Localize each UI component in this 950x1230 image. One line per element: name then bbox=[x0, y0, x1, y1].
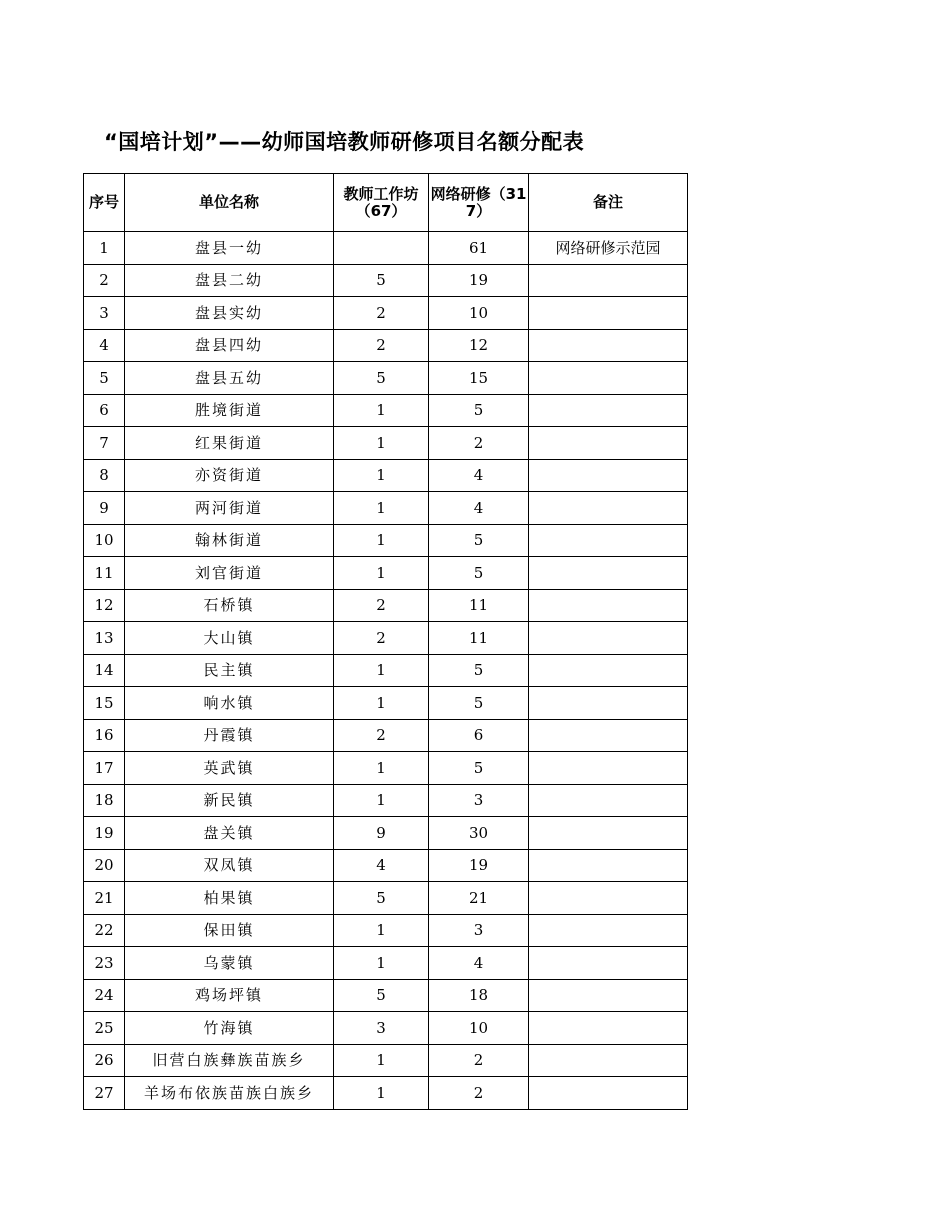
cell-online-quota: 10 bbox=[429, 297, 529, 330]
cell-seq: 23 bbox=[84, 947, 125, 980]
cell-seq: 15 bbox=[84, 687, 125, 720]
cell-online-quota: 10 bbox=[429, 1012, 529, 1045]
table-row bbox=[84, 719, 688, 752]
cell-note bbox=[529, 849, 688, 882]
cell-seq: 2 bbox=[84, 264, 125, 297]
cell-online-quota: 4 bbox=[429, 947, 529, 980]
cell-online-quota: 5 bbox=[429, 752, 529, 785]
cell-note bbox=[529, 557, 688, 590]
table-row bbox=[84, 459, 688, 492]
cell-unit-name: 盘县二幼 bbox=[125, 264, 334, 297]
cell-workshop-quota: 1 bbox=[334, 914, 429, 947]
cell-note bbox=[529, 882, 688, 915]
cell-note bbox=[529, 1012, 688, 1045]
cell-online-quota: 18 bbox=[429, 979, 529, 1012]
table-row bbox=[84, 362, 688, 395]
cell-seq: 24 bbox=[84, 979, 125, 1012]
cell-unit-name: 盘县五幼 bbox=[125, 362, 334, 395]
cell-online-quota: 3 bbox=[429, 914, 529, 947]
cell-workshop-quota: 1 bbox=[334, 492, 429, 525]
cell-online-quota: 61 bbox=[429, 232, 529, 265]
cell-online-quota: 2 bbox=[429, 1077, 529, 1110]
cell-seq: 11 bbox=[84, 557, 125, 590]
cell-seq: 17 bbox=[84, 752, 125, 785]
table-row bbox=[84, 329, 688, 362]
table-row bbox=[84, 1077, 688, 1110]
page-title: “国培计划”——幼师国培教师研修项目名额分配表 bbox=[104, 130, 585, 154]
cell-online-quota: 2 bbox=[429, 427, 529, 460]
cell-seq: 1 bbox=[84, 232, 125, 265]
cell-seq: 22 bbox=[84, 914, 125, 947]
cell-workshop-quota: 1 bbox=[334, 427, 429, 460]
table-row bbox=[84, 752, 688, 785]
cell-workshop-quota: 1 bbox=[334, 459, 429, 492]
cell-workshop-quota: 5 bbox=[334, 264, 429, 297]
cell-unit-name: 乌蒙镇 bbox=[125, 947, 334, 980]
cell-seq: 25 bbox=[84, 1012, 125, 1045]
cell-workshop-quota: 5 bbox=[334, 362, 429, 395]
table-row bbox=[84, 784, 688, 817]
cell-note bbox=[529, 329, 688, 362]
table-body bbox=[84, 232, 688, 1110]
cell-workshop-quota: 2 bbox=[334, 589, 429, 622]
cell-note bbox=[529, 784, 688, 817]
cell-workshop-quota: 4 bbox=[334, 849, 429, 882]
cell-unit-name: 亦资街道 bbox=[125, 459, 334, 492]
cell-workshop-quota: 1 bbox=[334, 1077, 429, 1110]
cell-unit-name: 盘县实幼 bbox=[125, 297, 334, 330]
cell-note bbox=[529, 914, 688, 947]
allocation-table bbox=[83, 173, 688, 1110]
cell-seq: 16 bbox=[84, 719, 125, 752]
cell-note bbox=[529, 654, 688, 687]
cell-online-quota: 5 bbox=[429, 654, 529, 687]
cell-seq: 20 bbox=[84, 849, 125, 882]
cell-unit-name: 竹海镇 bbox=[125, 1012, 334, 1045]
table-row bbox=[84, 1044, 688, 1077]
cell-workshop-quota: 1 bbox=[334, 947, 429, 980]
cell-seq: 7 bbox=[84, 427, 125, 460]
cell-unit-name: 两河街道 bbox=[125, 492, 334, 525]
cell-unit-name: 保田镇 bbox=[125, 914, 334, 947]
table-row bbox=[84, 492, 688, 525]
cell-seq: 10 bbox=[84, 524, 125, 557]
cell-seq: 6 bbox=[84, 394, 125, 427]
cell-unit-name: 红果街道 bbox=[125, 427, 334, 460]
cell-workshop-quota: 2 bbox=[334, 329, 429, 362]
cell-unit-name: 胜境街道 bbox=[125, 394, 334, 427]
cell-note bbox=[529, 589, 688, 622]
cell-unit-name: 旧营白族彝族苗族乡 bbox=[125, 1044, 334, 1077]
cell-seq: 4 bbox=[84, 329, 125, 362]
table-row bbox=[84, 654, 688, 687]
table-row bbox=[84, 914, 688, 947]
cell-unit-name: 双凤镇 bbox=[125, 849, 334, 882]
cell-workshop-quota: 5 bbox=[334, 882, 429, 915]
cell-note bbox=[529, 622, 688, 655]
cell-online-quota: 6 bbox=[429, 719, 529, 752]
cell-note bbox=[529, 394, 688, 427]
cell-workshop-quota: 1 bbox=[334, 687, 429, 720]
cell-workshop-quota: 1 bbox=[334, 524, 429, 557]
cell-online-quota: 5 bbox=[429, 687, 529, 720]
cell-workshop-quota bbox=[334, 232, 429, 265]
cell-note bbox=[529, 1044, 688, 1077]
table-row bbox=[84, 687, 688, 720]
cell-online-quota: 2 bbox=[429, 1044, 529, 1077]
cell-unit-name: 柏果镇 bbox=[125, 882, 334, 915]
cell-note bbox=[529, 459, 688, 492]
cell-unit-name: 翰林街道 bbox=[125, 524, 334, 557]
header-note: 备注 bbox=[529, 174, 688, 232]
cell-note bbox=[529, 719, 688, 752]
cell-unit-name: 丹霞镇 bbox=[125, 719, 334, 752]
cell-online-quota: 15 bbox=[429, 362, 529, 395]
cell-note bbox=[529, 979, 688, 1012]
cell-online-quota: 5 bbox=[429, 524, 529, 557]
cell-seq: 14 bbox=[84, 654, 125, 687]
cell-workshop-quota: 1 bbox=[334, 654, 429, 687]
cell-seq: 21 bbox=[84, 882, 125, 915]
table-row bbox=[84, 882, 688, 915]
cell-unit-name: 刘官街道 bbox=[125, 557, 334, 590]
cell-note bbox=[529, 492, 688, 525]
cell-seq: 9 bbox=[84, 492, 125, 525]
cell-online-quota: 4 bbox=[429, 492, 529, 525]
cell-note bbox=[529, 1077, 688, 1110]
cell-workshop-quota: 3 bbox=[334, 1012, 429, 1045]
cell-note bbox=[529, 817, 688, 850]
cell-unit-name: 羊场布依族苗族白族乡 bbox=[125, 1077, 334, 1110]
cell-seq: 3 bbox=[84, 297, 125, 330]
header-unit-name: 单位名称 bbox=[125, 174, 334, 232]
cell-online-quota: 11 bbox=[429, 622, 529, 655]
cell-note bbox=[529, 947, 688, 980]
cell-seq: 19 bbox=[84, 817, 125, 850]
table-row bbox=[84, 1012, 688, 1045]
cell-unit-name: 盘县一幼 bbox=[125, 232, 334, 265]
cell-note: 网络研修示范园 bbox=[529, 232, 688, 265]
cell-unit-name: 鸡场坪镇 bbox=[125, 979, 334, 1012]
cell-seq: 26 bbox=[84, 1044, 125, 1077]
table-row bbox=[84, 297, 688, 330]
table-row bbox=[84, 817, 688, 850]
cell-online-quota: 4 bbox=[429, 459, 529, 492]
table-row bbox=[84, 232, 688, 265]
table-row bbox=[84, 394, 688, 427]
cell-workshop-quota: 2 bbox=[334, 297, 429, 330]
cell-seq: 27 bbox=[84, 1077, 125, 1110]
cell-note bbox=[529, 427, 688, 460]
cell-workshop-quota: 1 bbox=[334, 1044, 429, 1077]
table-row bbox=[84, 264, 688, 297]
cell-online-quota: 5 bbox=[429, 557, 529, 590]
cell-online-quota: 30 bbox=[429, 817, 529, 850]
cell-workshop-quota: 5 bbox=[334, 979, 429, 1012]
cell-online-quota: 12 bbox=[429, 329, 529, 362]
cell-online-quota: 11 bbox=[429, 589, 529, 622]
table-header-row bbox=[84, 174, 688, 232]
table-row bbox=[84, 849, 688, 882]
cell-online-quota: 5 bbox=[429, 394, 529, 427]
table-row bbox=[84, 947, 688, 980]
cell-workshop-quota: 2 bbox=[334, 622, 429, 655]
cell-seq: 13 bbox=[84, 622, 125, 655]
cell-unit-name: 英武镇 bbox=[125, 752, 334, 785]
table-row bbox=[84, 557, 688, 590]
cell-workshop-quota: 9 bbox=[334, 817, 429, 850]
cell-note bbox=[529, 264, 688, 297]
table-row bbox=[84, 622, 688, 655]
header-teacher-workshop: 教师工作坊（67） bbox=[334, 174, 429, 232]
header-online-training: 网络研修（317） bbox=[429, 174, 529, 232]
cell-seq: 5 bbox=[84, 362, 125, 395]
cell-unit-name: 响水镇 bbox=[125, 687, 334, 720]
cell-unit-name: 大山镇 bbox=[125, 622, 334, 655]
cell-unit-name: 民主镇 bbox=[125, 654, 334, 687]
cell-note bbox=[529, 362, 688, 395]
cell-online-quota: 19 bbox=[429, 849, 529, 882]
header-seq: 序号 bbox=[84, 174, 125, 232]
cell-unit-name: 新民镇 bbox=[125, 784, 334, 817]
table-row bbox=[84, 589, 688, 622]
table-row bbox=[84, 979, 688, 1012]
cell-online-quota: 21 bbox=[429, 882, 529, 915]
table-row bbox=[84, 524, 688, 557]
cell-online-quota: 19 bbox=[429, 264, 529, 297]
cell-seq: 8 bbox=[84, 459, 125, 492]
cell-workshop-quota: 1 bbox=[334, 557, 429, 590]
cell-note bbox=[529, 687, 688, 720]
cell-note bbox=[529, 752, 688, 785]
cell-unit-name: 石桥镇 bbox=[125, 589, 334, 622]
cell-workshop-quota: 1 bbox=[334, 752, 429, 785]
cell-unit-name: 盘关镇 bbox=[125, 817, 334, 850]
table-row bbox=[84, 427, 688, 460]
cell-online-quota: 3 bbox=[429, 784, 529, 817]
cell-note bbox=[529, 524, 688, 557]
cell-workshop-quota: 1 bbox=[334, 784, 429, 817]
cell-note bbox=[529, 297, 688, 330]
cell-unit-name: 盘县四幼 bbox=[125, 329, 334, 362]
cell-seq: 18 bbox=[84, 784, 125, 817]
cell-workshop-quota: 2 bbox=[334, 719, 429, 752]
cell-seq: 12 bbox=[84, 589, 125, 622]
cell-workshop-quota: 1 bbox=[334, 394, 429, 427]
